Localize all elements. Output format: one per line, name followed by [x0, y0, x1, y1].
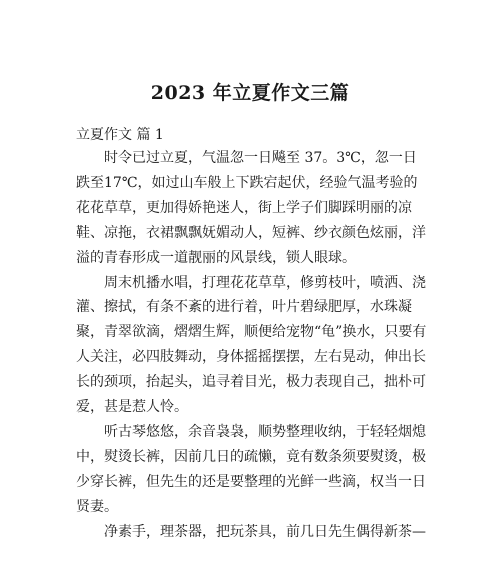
- paragraph: 听古琴悠悠，余音袅袅，顺势整理收纳，于轻轻烟熄中，熨烫长裤，因前几日的疏懒，竟有数条须要熨烫，极少穿长裤，但先生的还是要整理的光鲜一些滴，权当一日贤妻。: [76, 423, 426, 515]
- document-title: 2023 年立夏作文三篇: [150, 82, 350, 104]
- paragraph: 时令已过立夏，气温忽一日飚至 37。3℃，忽一日跌至17℃，如过山车般上下跌宕起伏，经验气温考验的花花草草，更加得娇艳迷人，街上学子们脚踩明丽的凉鞋、凉拖，衣裙飘飘妩媚动人，短裤、纱衣颜色炫丽，洋溢的青春形成一道靓丽的风景线，锁人眼球。: [76, 150, 426, 266]
- paragraph: 周末机播水唱，打理花花草草，修剪枝叶，喷洒、浇灌、擦拭，有条不紊的进行着，叶片碧绿肥厚，水珠凝聚，青翠欲滴，熠熠生辉，顺便给宠物“龟”换水，只要有人关注，必四肢舞动，身体摇摇摆摆，左右晃动，伸出长长的颈项，抬起头，追寻着目光，极力表现自己，拙朴可爱，甚是惹人怜。: [76, 274, 427, 416]
- section-heading: 立夏作文 篇 1: [76, 127, 164, 143]
- article-body: [76, 146, 428, 545]
- paragraph: 净素手，理茶器，把玩茶具，前几日先生偶得新茶—: [104, 523, 426, 540]
